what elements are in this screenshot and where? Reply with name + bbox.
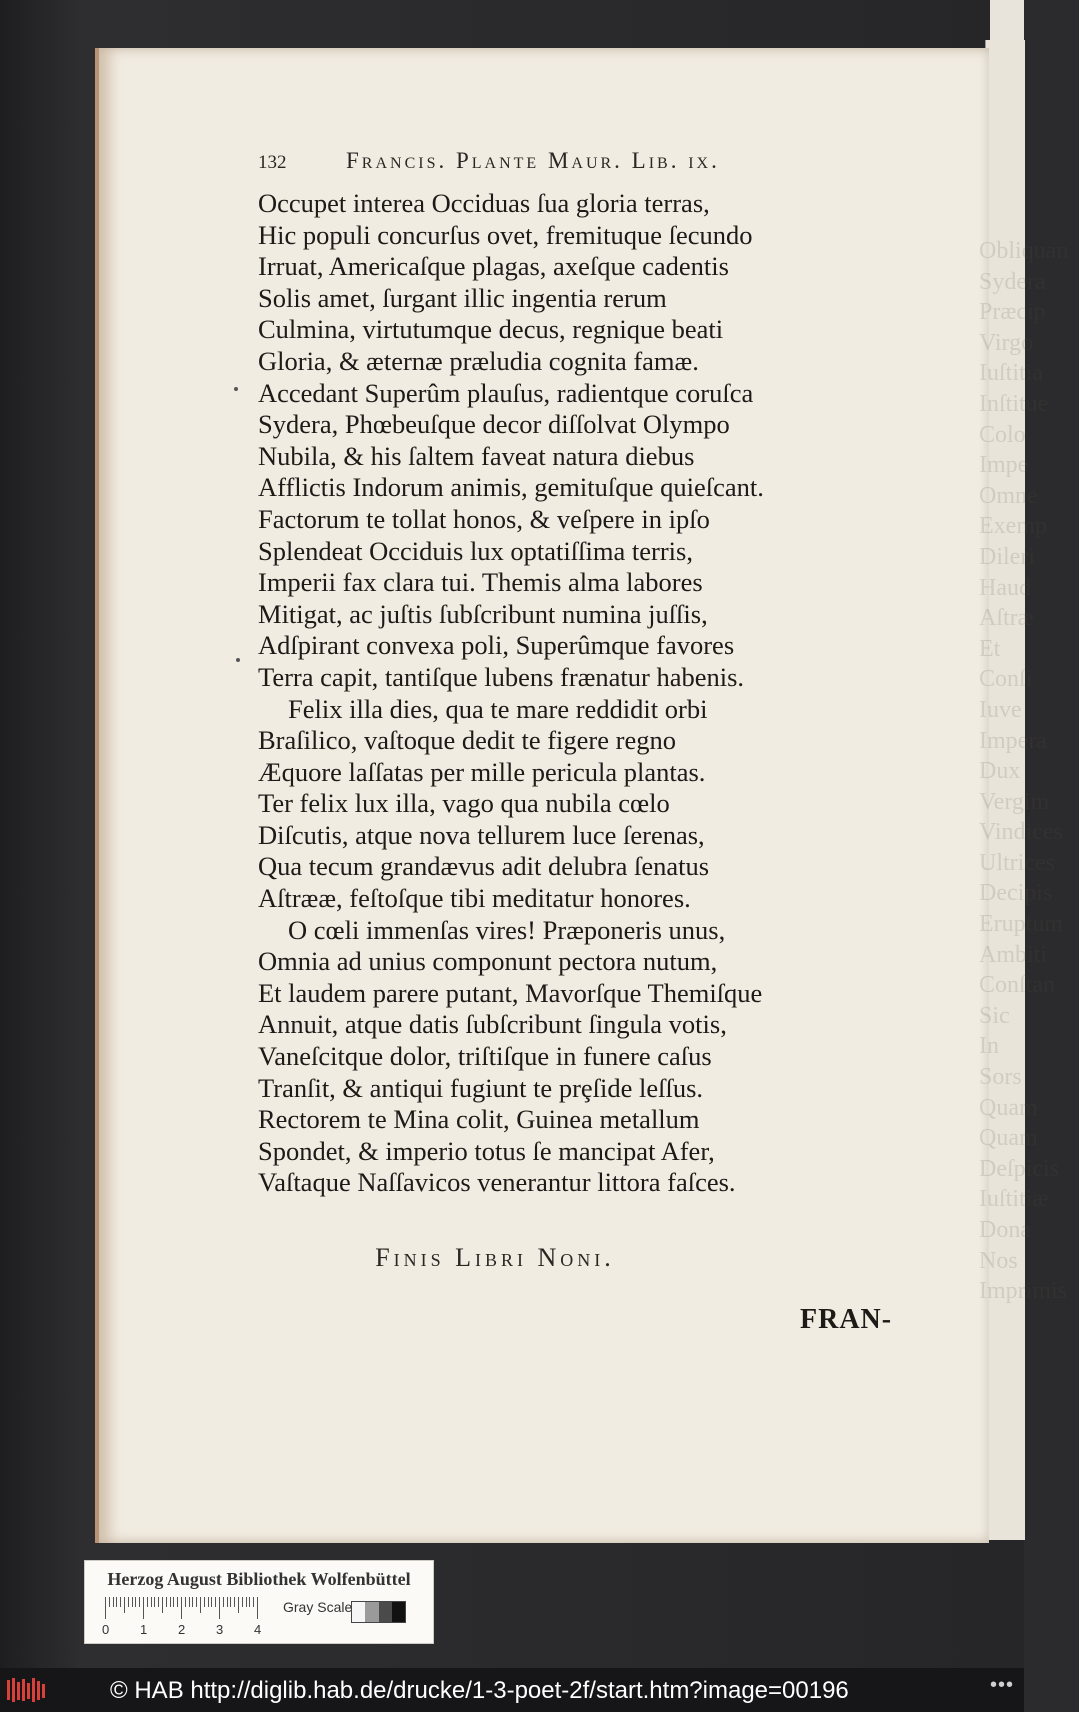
verse-line: Accedant Superûm plauſus, radientque coruſca bbox=[258, 377, 754, 408]
poem-text bbox=[258, 188, 898, 1199]
scale-tick bbox=[109, 1597, 110, 1607]
scale-tick bbox=[257, 1597, 258, 1619]
scale-tick bbox=[230, 1597, 231, 1607]
scale-tick bbox=[253, 1597, 254, 1607]
scale-tick bbox=[196, 1597, 197, 1607]
scale-tick bbox=[189, 1597, 190, 1607]
verse-line: Braſilico, vaſtoque dedit te figere regno bbox=[258, 725, 676, 756]
verse-line: Et laudem parere putant, Mavorſque Themiſque bbox=[258, 977, 763, 1008]
scale-number: 3 bbox=[216, 1622, 224, 1637]
scale-tick bbox=[185, 1597, 186, 1607]
scale-tick bbox=[173, 1597, 174, 1607]
scale-tick bbox=[128, 1597, 129, 1607]
margin-mark bbox=[234, 387, 238, 391]
margin-mark bbox=[236, 658, 240, 662]
verse-line: Vaneſcitque dolor, triſtiſque in funere caſus bbox=[258, 1041, 712, 1072]
scale-tick bbox=[192, 1597, 193, 1607]
scale-tick bbox=[166, 1597, 167, 1607]
scale-tick bbox=[238, 1597, 239, 1613]
page-number: 132 bbox=[258, 152, 287, 173]
scale-tick bbox=[151, 1597, 152, 1607]
verse-line: Annuit, atque datis ſubſcribunt ſingula votis, bbox=[258, 1009, 727, 1040]
verse-line: Nubila, & his ſaltem faveat natura diebus bbox=[258, 440, 695, 471]
show-through-text: Obliquan Sydera Præcip Virgo Iuſtitia Inſtitue Colo Impe Omne Exemp Dileri Haud Aſtræ Et Conſi Iuve Impera Dux Vergim Vindices Ultrices Decipis Eruptum Ambiti Conſtan Sic In Sors Quam Quam Deſpicis Iuſtitiæ Dona Nos Imprimis bbox=[979, 238, 1069, 1305]
scale-tick bbox=[227, 1597, 228, 1607]
verse-line: Aſtrææ, feſtoſque tibi meditatur honores. bbox=[258, 883, 691, 914]
scale-tick bbox=[154, 1597, 155, 1607]
verse-line: Adſpirant convexa poli, Superûmque favores bbox=[258, 630, 735, 661]
scale-tick bbox=[120, 1597, 121, 1607]
scale-tick bbox=[223, 1597, 224, 1607]
scale-tick bbox=[147, 1597, 148, 1607]
verse-line: Terra capit, tantiſque lubens frænatur habenis. bbox=[258, 661, 745, 692]
scale-tick bbox=[211, 1597, 212, 1607]
verse-line: Splendeat Occiduis lux optatiſſima terris, bbox=[258, 535, 693, 566]
verse-line: Irruat, Americaſque plagas, axeſque cadentis bbox=[258, 251, 729, 282]
scale-tick bbox=[113, 1597, 114, 1607]
scale-number: 0 bbox=[102, 1622, 110, 1637]
verse-line: Imperii fax clara tui. Themis alma labores bbox=[258, 567, 703, 598]
footer-bar bbox=[0, 1668, 1024, 1712]
scale-tick bbox=[204, 1597, 205, 1607]
scale-tick bbox=[200, 1597, 201, 1613]
running-head bbox=[258, 148, 838, 180]
scale-tick bbox=[215, 1597, 216, 1607]
verse-line: Hic populi concurſus ovet, fremituque ſecundo bbox=[258, 219, 753, 250]
scale-tick bbox=[124, 1597, 125, 1613]
verse-line: Solis amet, ſurgant illic ingentia rerum bbox=[258, 282, 667, 313]
scale-tick bbox=[132, 1597, 133, 1607]
scale-tick bbox=[143, 1597, 144, 1619]
scale-tick bbox=[219, 1597, 220, 1619]
verse-line: Diſcutis, atque nova tellurem luce ſerenas, bbox=[258, 819, 705, 850]
library-label bbox=[84, 1560, 434, 1644]
more-options-icon[interactable]: ••• bbox=[989, 1674, 1014, 1696]
scale-tick bbox=[177, 1597, 178, 1607]
verse-line: Occupet interea Occiduas ſua gloria terras, bbox=[258, 188, 710, 218]
scale-tick bbox=[116, 1597, 117, 1607]
verse-line: Sydera, Phœbeuſque decor diſſolvat Olympo bbox=[258, 409, 730, 440]
verse-line: O cœli immenſas vires! Præponeris unus, bbox=[288, 914, 726, 945]
scale-tick bbox=[208, 1597, 209, 1607]
verse-line: Spondet, & imperio totus ſe mancipat Afer, bbox=[258, 1135, 715, 1166]
gray-scale-label: Gray Scale bbox=[283, 1599, 353, 1615]
scale-number: 4 bbox=[254, 1622, 262, 1637]
verse-line: Tranſit, & antiqui fugiunt te prȩſide leſſus. bbox=[258, 1072, 704, 1103]
finis-line: Finis Libri Noni. bbox=[375, 1243, 615, 1272]
scale-tick bbox=[249, 1597, 250, 1607]
verse-line: Æquore laſſatas per mille pericula plantas. bbox=[258, 756, 706, 787]
scale-tick bbox=[162, 1597, 163, 1613]
catchword: FRAN- bbox=[800, 1304, 893, 1335]
scale-tick bbox=[139, 1597, 140, 1607]
verse-line: Ter felix lux illa, vago qua nubila cœlo bbox=[258, 788, 670, 819]
scale-number: 1 bbox=[140, 1622, 148, 1637]
verse-line: Culmina, virtutumque decus, regnique beati bbox=[258, 314, 724, 345]
scale-tick bbox=[135, 1597, 136, 1607]
verse-line: Mitigat, ac juſtis ſubſcribunt numina juſſis, bbox=[258, 598, 708, 629]
scale-tick bbox=[234, 1597, 235, 1607]
scale-tick bbox=[181, 1597, 182, 1619]
verse-line: Felix illa dies, qua te mare reddidit orbi bbox=[288, 693, 708, 724]
hab-logo-icon bbox=[6, 1676, 46, 1704]
facing-page-edge-top bbox=[990, 0, 1024, 44]
scale-tick bbox=[158, 1597, 159, 1607]
gray-scale-swatch bbox=[351, 1601, 406, 1623]
verse-line: Gloria, & æternæ præludia cognita famæ. bbox=[258, 345, 699, 376]
verse-line: Qua tecum grandævus adit delubra ſenatus bbox=[258, 851, 710, 882]
scale-tick bbox=[170, 1597, 171, 1607]
verse-line: Omnia ad unius componunt pectora nutum, bbox=[258, 946, 718, 977]
scale-tick bbox=[105, 1597, 106, 1619]
verse-line: Rectorem te Mina colit, Guinea metallum bbox=[258, 1104, 700, 1135]
scale-tick bbox=[246, 1597, 247, 1607]
scale-tick bbox=[242, 1597, 243, 1607]
verse-line: Vaſtaque Naſſavicos venerantur littora faſces. bbox=[258, 1167, 736, 1198]
verse-line: Afflictis Indorum animis, gemituſque quieſcant. bbox=[258, 472, 764, 503]
running-title: Francis. Plante Maur. Lib. ix. bbox=[346, 148, 720, 173]
verse-line: Factorum te tollat honos, & veſpere in ipſo bbox=[258, 503, 710, 534]
scale-number: 2 bbox=[178, 1622, 186, 1637]
library-name: Herzog August Bibliothek Wolfenbüttel bbox=[107, 1569, 411, 1589]
copyright-url[interactable]: © HAB http://diglib.hab.de/drucke/1-3-poet-2f/start.htm?image=00196 bbox=[110, 1677, 849, 1704]
